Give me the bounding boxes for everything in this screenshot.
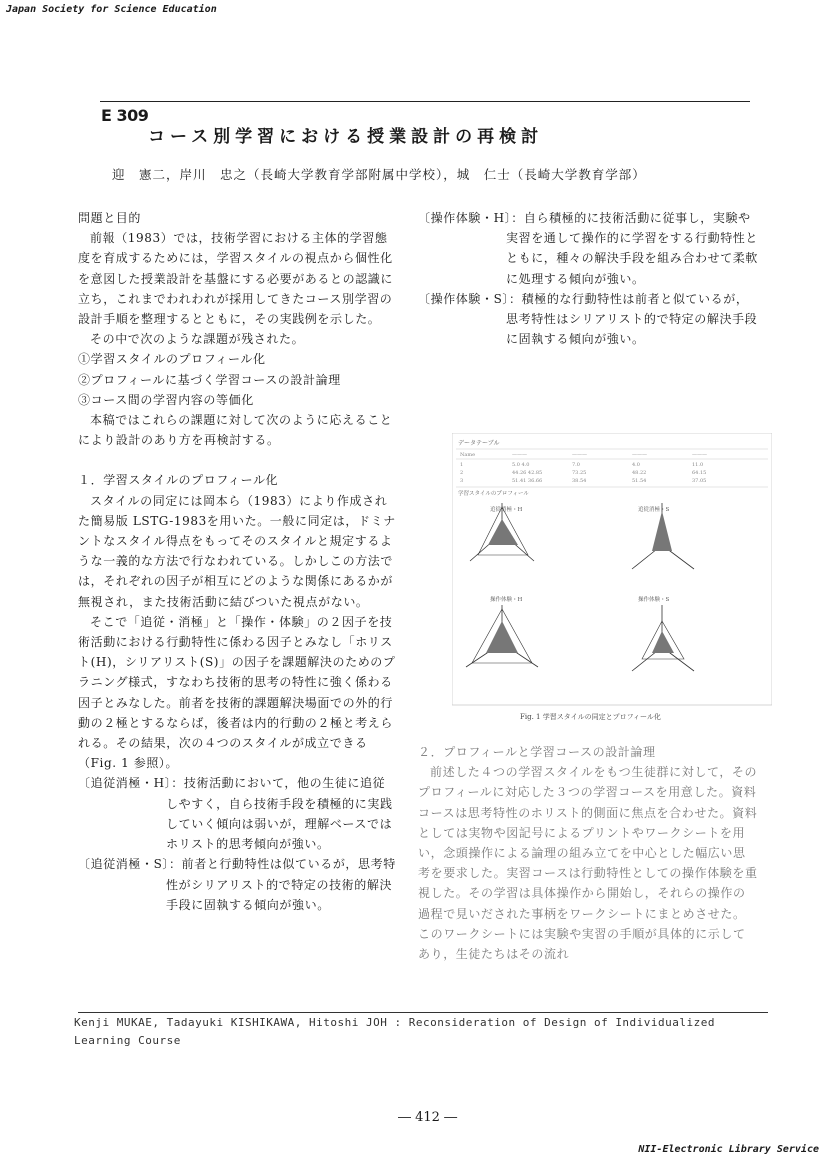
paper-code: E 309: [101, 106, 149, 125]
paragraph: 本稿ではこれらの課題に対して次のように応えることにより設計のあり方を再検討する。: [78, 413, 393, 448]
svg-text:44.26 42.85: 44.26 42.85: [512, 470, 543, 476]
svg-text:5.0 4.0: 5.0 4.0: [512, 462, 530, 468]
paragraph: そこで「追従・消極」と「操作・体験」の２因子を技術活動における行動特性に係わる因子とみなし「ホリスト(H)，シリアリスト(S)」の因子を課題解決のためのプラニング様式，すなわち技術的思考の特性に強く係わる因子とみなした。前者を技術的課題解決場面での外的行動の２極とするならば，後者は内的行動の２極と考えられる。その結果，次の４つのスタイルが成立できる（Fig. 1 参照）。: [78, 614, 396, 771]
svg-text:———: ———: [572, 452, 587, 458]
journal-header: Japan Society for Science Education: [6, 4, 217, 15]
profile-panel: [632, 595, 694, 671]
svg-text:51.41 36.66: 51.41 36.66: [512, 478, 543, 484]
svg-text:73.25: 73.25: [572, 470, 587, 476]
profile-panel: [470, 503, 534, 561]
profile-label: 学習スタイルのプロフィール: [458, 491, 529, 497]
left-column: [78, 208, 396, 915]
svg-text:11.0: 11.0: [692, 462, 704, 468]
svg-text:48.22: 48.22: [632, 470, 647, 476]
paragraph: 前報（1983）では，技術学習における主体的学習態度を育成するためには，学習スタイルの視点から個性化を意図した授業設計を基盤にする必要があるとの認識に立ち，これまでわれわれが採用してきたコース別学習の設計手順を整理するとともに，その実践例を示した。: [78, 231, 394, 327]
english-title: Kenji MUKAE, Tadayuki KISHIKAWA, Hitoshi JOH : Reconsideration of Design of Individualized Learning Course: [74, 1016, 716, 1047]
style-definition: 〔追従消極・H〕：技術活動において，他の生徒に追従しやすく，自ら技術手段を積極的に実践していく傾向は弱いが，理解ベースではホリスト的思考傾向が強い。: [78, 776, 393, 852]
svg-text:———: ———: [632, 452, 647, 458]
figure-1: [452, 433, 772, 733]
paragraph: 前述した４つの学習スタイルをもつ生徒群に対して，そのプロフィールに対応した３つの学習コースを用意した。資料コースは思考特性のホリスト的側面に焦点を合わせた。資料としては実物や図記号によるプリントやワークシートを用い，念頭操作による論理の組み立てを中心とした幅広い思考を要求した。実習コースは行動特性としての操作体験を重視した。その学習は具体操作から開始し，それらの操作の過程で見いだされた事柄をワークシートにまとめさせた。このワークシートには実験や実習の手順が具体的に示してあり，生徒たちはその流れ: [418, 765, 758, 962]
svg-text:37.05: 37.05: [692, 478, 707, 484]
svg-text:51.54: 51.54: [632, 478, 647, 484]
style-definition: 〔操作体験・H〕：自ら積極的に技術活動に従事し，実験や実習を通して操作的に学習をする行動特性とともに，種々の解決手段を組み合わせて柔軟に処理する傾向が強い。: [418, 211, 759, 286]
profile-panel: [632, 503, 694, 569]
profile-panel: [466, 595, 538, 667]
right-column: [418, 208, 758, 349]
svg-text:3: 3: [460, 478, 464, 484]
library-footer: NII-Electronic Library Service: [638, 1144, 819, 1155]
section-heading: 問題と目的: [78, 211, 142, 225]
list-item: ②プロフィールに基づく学習コースの設計論理: [78, 372, 341, 387]
figure-caption: Fig. 1 学習スタイルの同定とプロフィール化: [520, 713, 661, 721]
svg-text:64.15: 64.15: [692, 470, 707, 476]
svg-text:2: 2: [460, 470, 464, 476]
list-item: ③コース間の学習内容の等価化: [78, 392, 254, 407]
paragraph: その中で次のような課題が残された。: [90, 332, 305, 347]
svg-text:1: 1: [460, 462, 464, 468]
author-line: 迎 憲二，岸川 忠之（長崎大学教育学部附属中学校），城 仁士（長崎大学教育学部）: [112, 167, 646, 182]
style-definition: 〔追従消極・S〕：前者と行動特性は似ているが，思考特性がシリアリスト的で特定の技術的解決手段に固執する傾向が強い。: [78, 857, 396, 912]
bottom-rule: [78, 1012, 768, 1013]
panel-label: 追従消極・H: [490, 507, 523, 513]
svg-text:———: ———: [512, 452, 527, 458]
panel-label: 追従消極・S: [638, 507, 670, 513]
paragraph: スタイルの同定には岡本ら（1983）により作成された簡易版 LSTG-1983を用いた。一般に同定は，ドミナントなスタイル得点をもってそのスタイルと規定するような一義的な方法で行なわれている。しかしこの方法では，それぞれの因子が相互にどのような関係にあるかが無視され，また技術活動に結びついた視点がない。: [78, 493, 396, 609]
panel-label: 操作体験・H: [490, 597, 523, 603]
page-number: ― 412 ―: [398, 1110, 458, 1125]
style-definition: 〔操作体験・S〕：積極的な行動特性は前者と似ているが，思考特性はシリアリスト的で特定の解決手段に固執する傾向が強い。: [418, 291, 758, 347]
section-heading: １．学習スタイルのプロフィール化: [78, 473, 279, 488]
svg-text:———: ———: [692, 452, 707, 458]
right-column-lower: [418, 742, 758, 964]
top-rule: [100, 101, 750, 102]
svg-text:Name: Name: [460, 452, 476, 458]
panel-label: 操作体験・S: [638, 597, 670, 603]
svg-text:4.0: 4.0: [632, 462, 640, 468]
svg-text:38.54: 38.54: [572, 478, 587, 484]
paper-title: コース別学習における授業設計の再検討: [148, 127, 544, 147]
svg-text:7.0: 7.0: [572, 462, 580, 468]
table-label: データテーブル: [458, 440, 500, 447]
list-item: ①学習スタイルのプロフィール化: [78, 352, 266, 367]
section-heading: ２．プロフィールと学習コースの設計論理: [418, 745, 656, 759]
